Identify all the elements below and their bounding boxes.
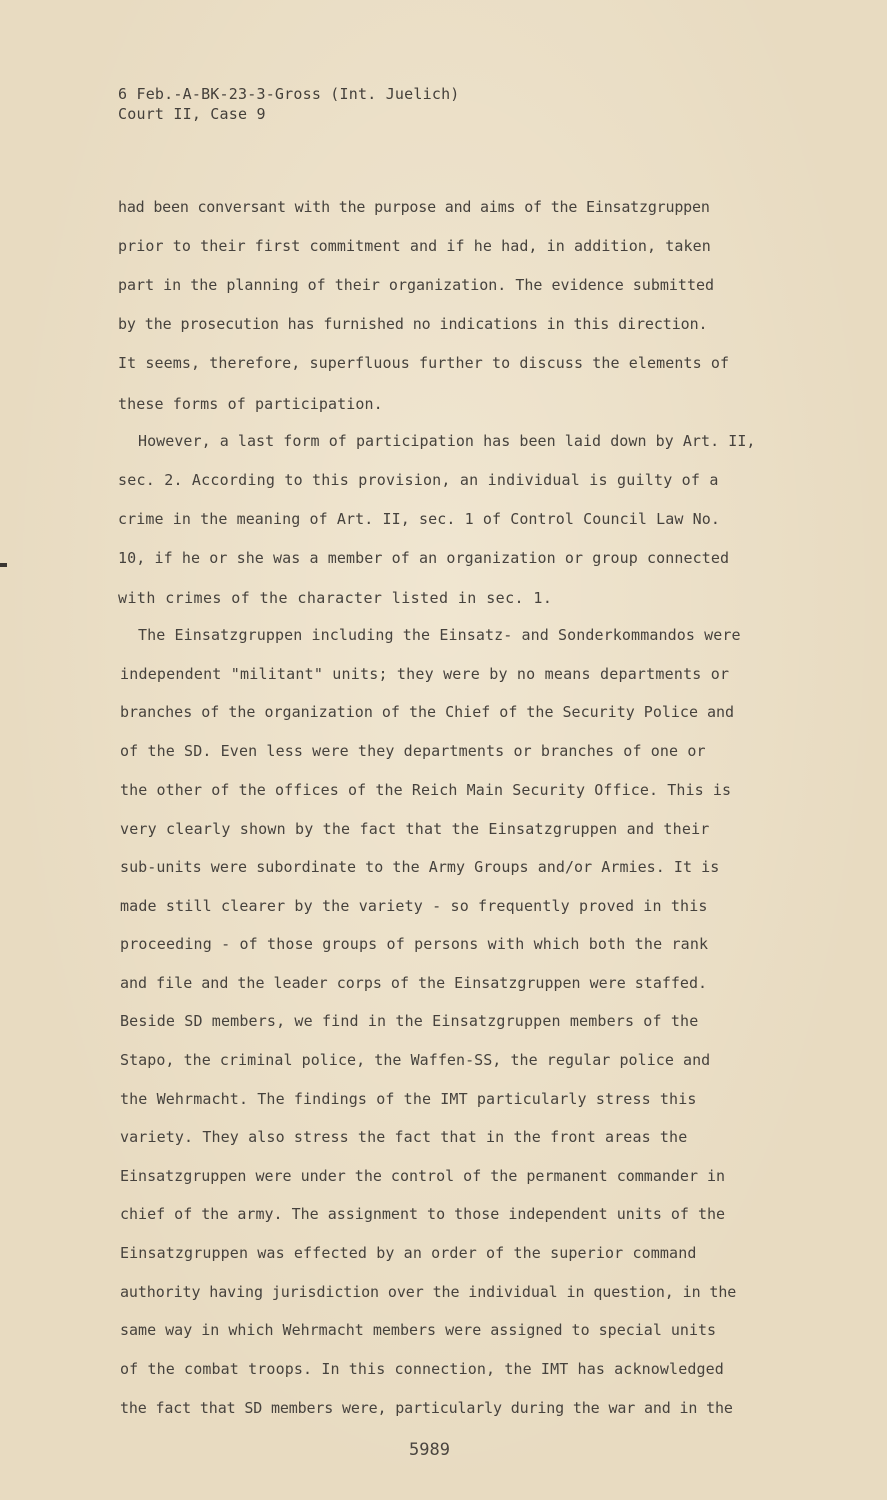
text-line: authority having jurisdiction over the individual in question, in the [120,1283,737,1301]
text-line: chief of the army. The assignment to those independent units of the [120,1205,726,1223]
text-line: 10, if he or she was a member of an organization or group connected [118,549,730,567]
text-line: by the prosecution has furnished no indications in this direction. [118,315,708,333]
text-line: It seems, therefore, superfluous further to discuss the elements of [118,354,730,372]
text-line: However, a last form of participation has been laid down by Art. II, [138,432,756,450]
text-line: branches of the organization of the Chief of the Security Police and [120,703,735,721]
text-line: these forms of participation. [118,395,383,413]
text-line: of the SD. Even less were they departments or branches of one or [120,742,706,760]
text-line: The Einsatzgruppen including the Einsatz- and Sonderkommandos were [138,626,741,644]
text-line: the Wehrmacht. The findings of the IMT particularly stress this [120,1090,697,1108]
text-line: proceeding - of those groups of persons with which both the rank [120,935,709,953]
text-line: crime in the meaning of Art. II, sec. 1 of Control Council Law No. [118,510,720,528]
case-reference: 6 Feb.-A-BK-23-3-Gross (Int. Juelich) [118,85,460,103]
text-line: prior to their first commitment and if he had, in addition, taken [118,237,711,255]
text-line: of the combat troops. In this connection, the IMT has acknowledged [120,1360,724,1378]
text-line: very clearly shown by the fact that the Einsatzgruppen and their [120,820,710,838]
text-line: variety. They also stress the fact that in the front areas the [120,1128,688,1146]
text-line: with crimes of the character listed in sec. 1. [118,589,553,607]
page-number: 5989 [409,1440,450,1460]
text-line: part in the planning of their organization. The evidence submitted [118,276,715,294]
text-line: Einsatzgruppen was effected by an order of the superior command [120,1244,697,1262]
text-line: had been conversant with the purpose and aims of the Einsatzgruppen [118,198,710,216]
court-reference: Court II, Case 9 [118,105,266,123]
text-line: Einsatzgruppen were under the control of the permanent commander in [120,1167,726,1185]
text-line: independent "militant" units; they were by no means departments or [120,665,730,683]
text-line: made still clearer by the variety - so frequently proved in this [120,897,708,915]
text-line: Stapo, the criminal police, the Waffen-SS, the regular police and [120,1051,711,1069]
text-line: same way in which Wehrmacht members were assigned to special units [120,1321,717,1339]
text-line: the other of the offices of the Reich Main Security Office. This is [120,781,732,799]
text-line: Beside SD members, we find in the Einsatzgruppen members of the [120,1012,699,1030]
text-line: and file and the leader corps of the Einsatzgruppen were staffed. [120,974,707,992]
document-header [118,84,460,124]
text-line: sec. 2. According to this provision, an individual is guilty of a [118,471,719,489]
margin-mark [0,563,7,567]
text-line: sub-units were subordinate to the Army Groups and/or Armies. It is [120,858,720,876]
text-line: the fact that SD members were, particularly during the war and in the [120,1399,733,1417]
